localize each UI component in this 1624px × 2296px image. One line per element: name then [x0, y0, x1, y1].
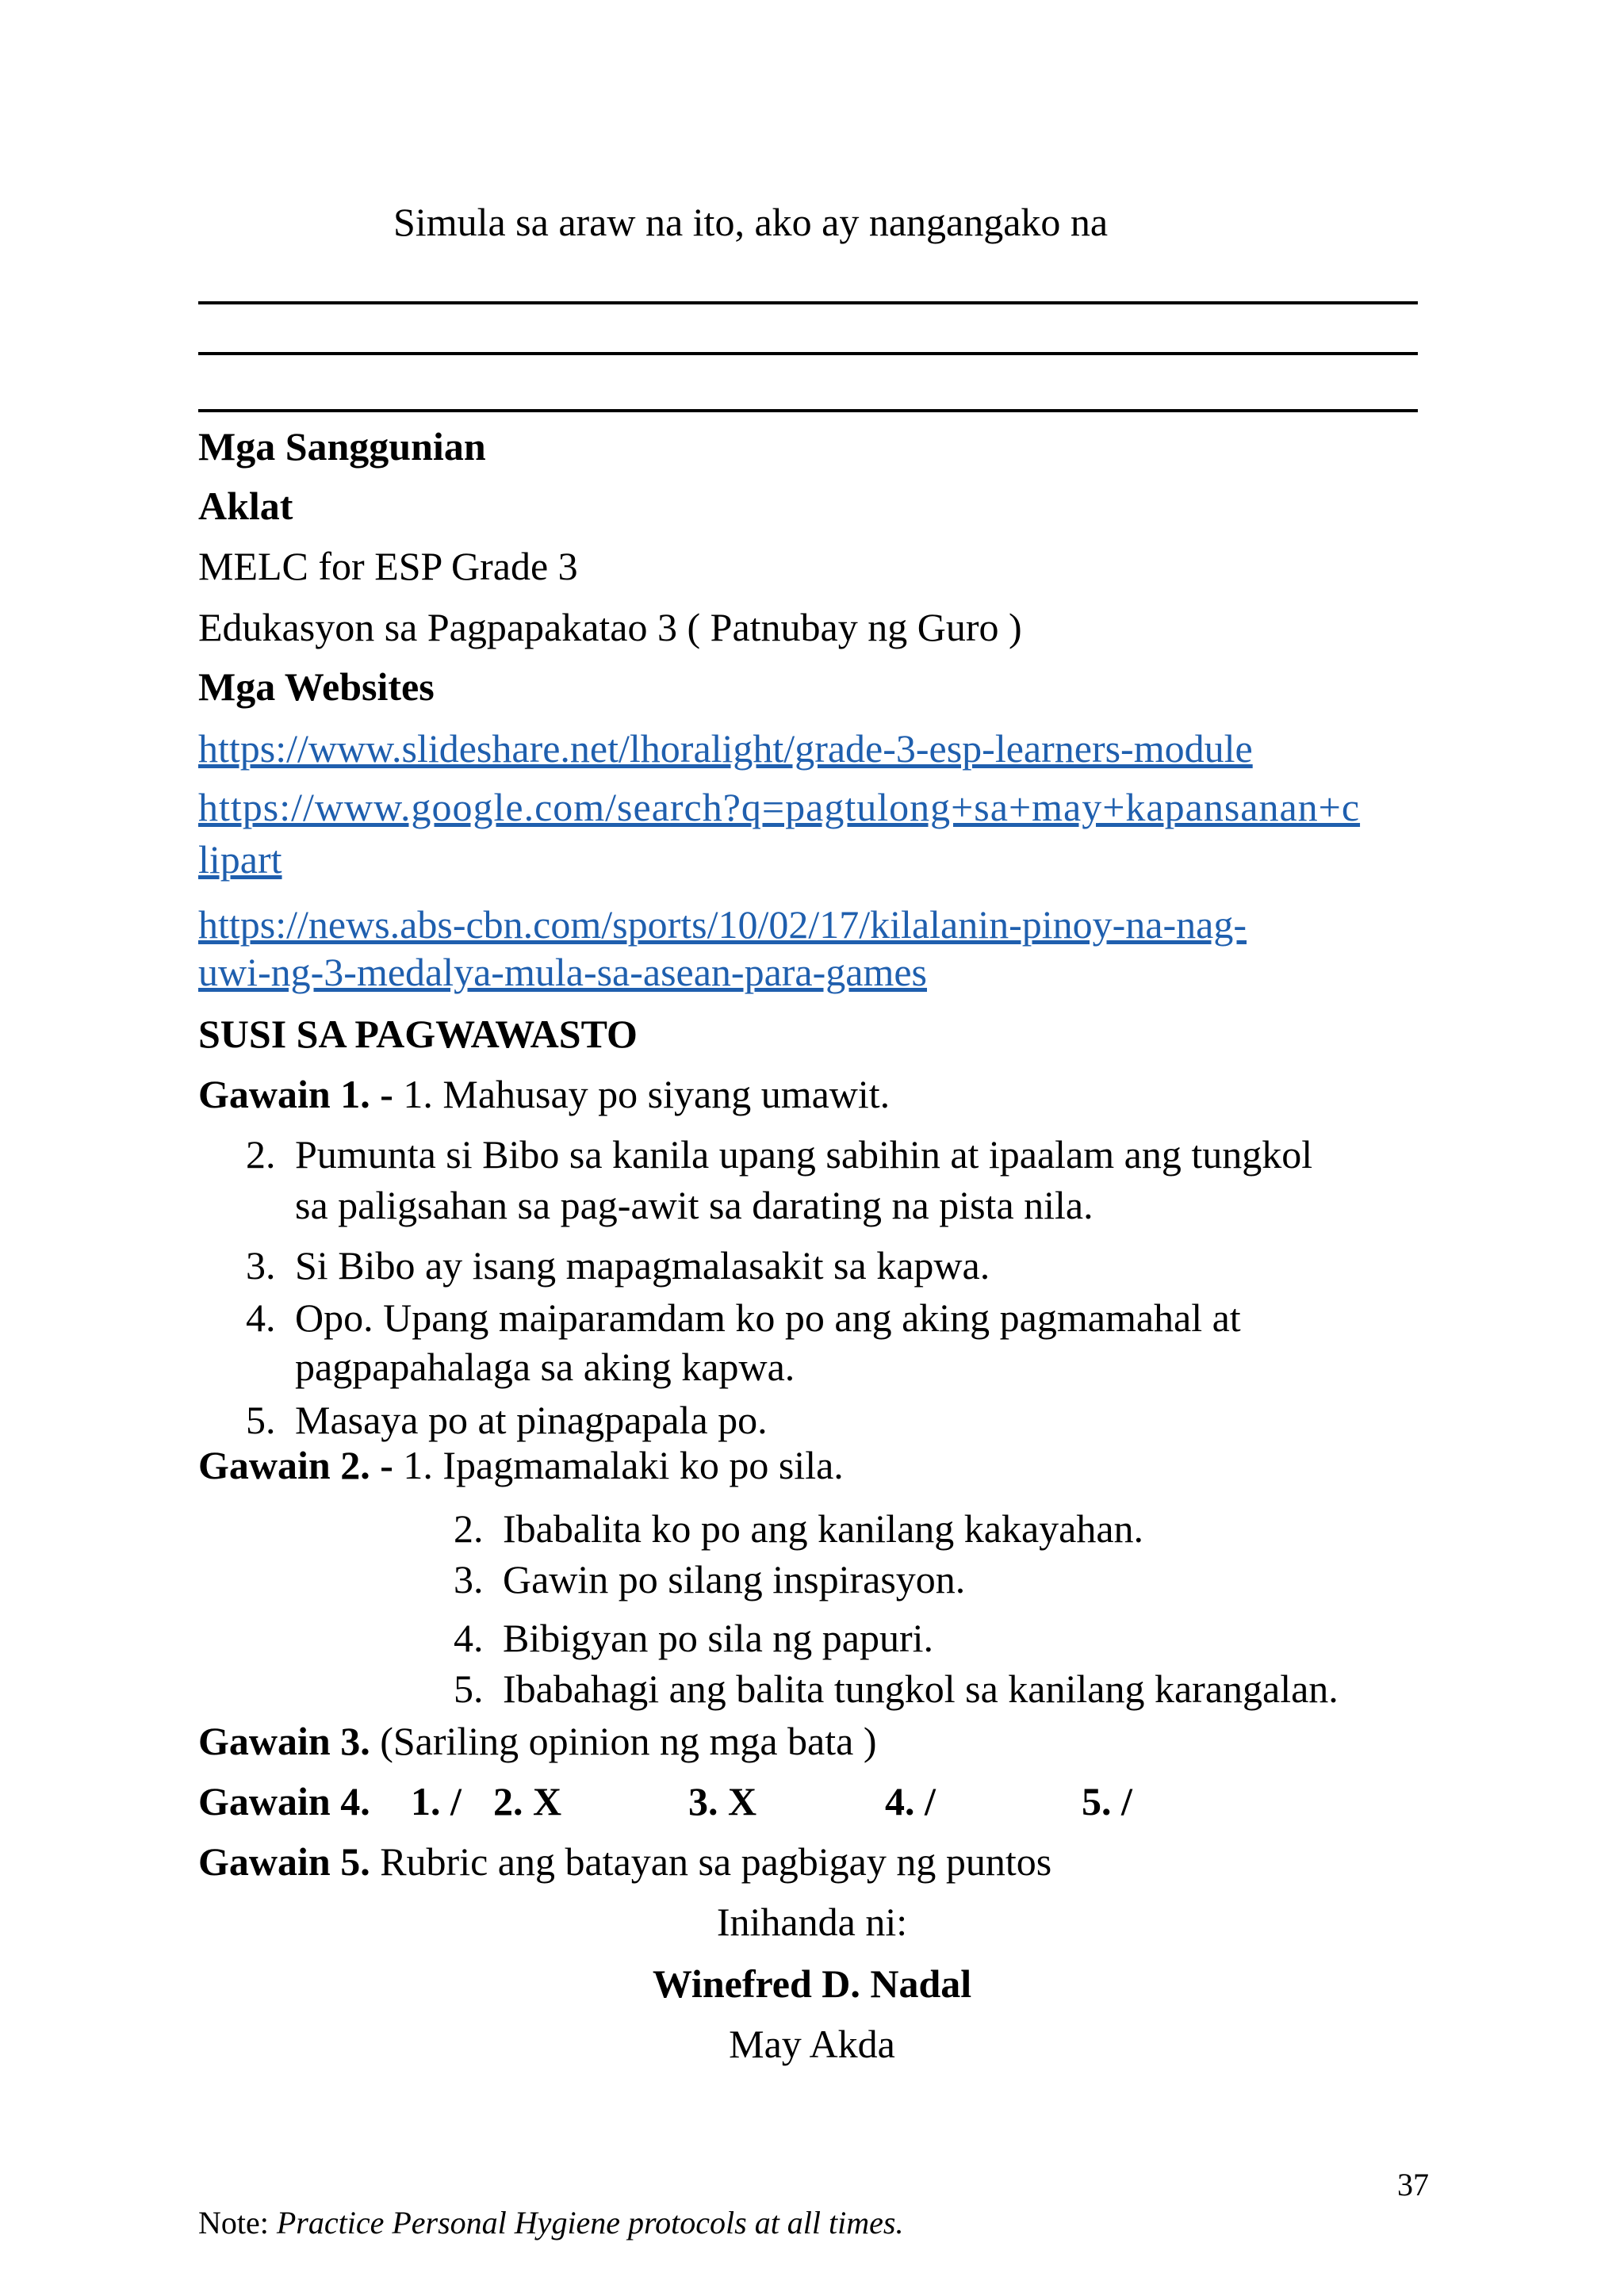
list-item: 3. Si Bibo ay isang mapagmalasakit sa kapwa. — [246, 1243, 990, 1288]
gawain-4-answer: 4. / — [885, 1779, 936, 1823]
website-link[interactable]: https://www.slideshare.net/lhoralight/grade-3-esp-learners-module — [198, 726, 1253, 771]
list-item-continued: pagpapahalaga sa aking kapwa. — [295, 1345, 795, 1389]
footer-note-text: Practice Personal Hygiene protocols at all times. — [276, 2205, 904, 2241]
list-item: 3. Gawin po silang inspirasyon. — [454, 1557, 966, 1601]
gawain-3-label: Gawain 3. — [198, 1719, 370, 1763]
gawain-2-row — [198, 1441, 844, 1489]
gawain-4-answer: 2. X — [493, 1779, 562, 1823]
website-link-continued[interactable]: lipart — [198, 837, 282, 882]
website-link[interactable]: https://news.abs-cbn.com/sports/10/02/17/kilalanin-pinoy-na-nag- — [198, 902, 1247, 947]
author-name: Winefred D. Nadal — [652, 1961, 972, 2006]
gawain-2-answer-1: 1. Ipagmamalaki ko po sila. — [403, 1443, 844, 1487]
gawain-4-answer: 5. / — [1082, 1779, 1132, 1823]
list-item: 5. Ibabahagi ang balita tungkol sa kanilang karangalan. — [454, 1667, 1339, 1711]
pledge-intro: Simula sa araw na ito, ako ay nangangako na — [393, 200, 1109, 244]
gawain-1-row — [198, 1070, 890, 1118]
list-item: 5. Masaya po at pinagpapala po. — [246, 1398, 768, 1442]
prepared-by-label: Inihanda ni: — [716, 1900, 908, 1944]
gawain-5-row — [198, 1838, 1051, 1885]
gawain-4-label: Gawain 4. — [198, 1779, 370, 1823]
answer-blank-line-2[interactable] — [198, 352, 1418, 355]
gawain-2-label: Gawain 2. - — [198, 1443, 404, 1487]
book-item: Edukasyon sa Pagpapakatao 3 ( Patnubay ng Guro ) — [198, 605, 1022, 649]
list-item-continued: sa paligsahan sa pag-awit sa darating na pista nila. — [295, 1183, 1094, 1227]
footer-note — [198, 2204, 903, 2242]
page-number: 37 — [1397, 2167, 1429, 2202]
gawain-4-answer: 1. / — [411, 1779, 462, 1823]
gawain-5-label: Gawain 5. — [198, 1839, 370, 1884]
gawain-4-answer: 3. X — [688, 1779, 757, 1823]
websites-heading: Mga Websites — [198, 664, 435, 709]
author-role: May Akda — [729, 2022, 895, 2066]
list-item: 4. Bibigyan po sila ng papuri. — [454, 1616, 933, 1660]
answer-blank-line-3[interactable] — [198, 409, 1418, 412]
list-item: 4. Opo. Upang maiparamdam ko po ang aking pagmamahal at — [246, 1295, 1241, 1340]
gawain-3-row — [198, 1717, 876, 1765]
book-item: MELC for ESP Grade 3 — [198, 544, 578, 588]
website-link-continued[interactable]: uwi-ng-3-medalya-mula-sa-asean-para-games — [198, 950, 927, 994]
gawain-3-text: (Sariling opinion ng mga bata ) — [370, 1719, 877, 1763]
gawain-1-label: Gawain 1. - — [198, 1072, 404, 1116]
website-link[interactable]: https://www.google.com/search?q=pagtulong+sa+may+kapansanan+c — [198, 785, 1361, 829]
list-item: 2. Pumunta si Bibo sa kanila upang sabihin at ipaalam ang tungkol — [246, 1132, 1313, 1177]
books-heading: Aklat — [198, 484, 293, 528]
answer-key-heading: SUSI SA PAGWAWASTO — [198, 1012, 638, 1056]
gawain-5-text: Rubric ang batayan sa pagbigay ng puntos — [370, 1839, 1052, 1884]
gawain-1-answer-1: 1. Mahusay po siyang umawit. — [403, 1072, 891, 1116]
references-heading: Mga Sanggunian — [198, 424, 486, 469]
footer-note-prefix: Note: — [198, 2205, 277, 2241]
answer-blank-line-1[interactable] — [198, 301, 1418, 304]
list-item: 2. Ibabalita ko po ang kanilang kakayahan. — [454, 1506, 1144, 1551]
